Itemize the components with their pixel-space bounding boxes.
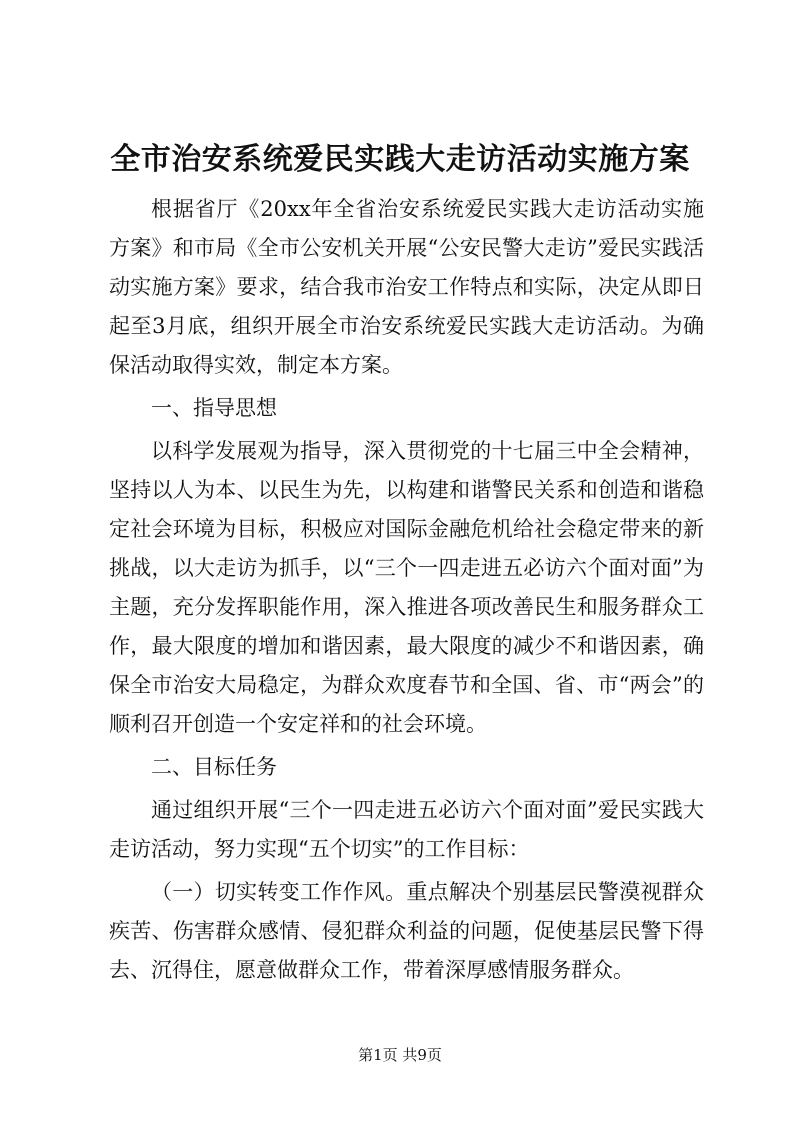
document-title: 全市治安系统爱民实践大走访活动实施方案 [110,142,690,177]
section-heading-guiding-ideology: 一、指导思想 [151,396,277,420]
objective-item-1: （一）切实转变工作作风。重点解决个别基层民警漠视群众疾苦、伤害群众感情、侵犯群众利益的问题，促使基层民警下得去、沉得住，愿意做群众工作，带着深厚感情服务群众。 [109,880,704,982]
document-body [109,190,704,994]
section-heading-objectives: 二、目标任务 [151,755,277,779]
objectives-paragraph: 通过组织开展“三个一四走进五必访六个面对面”爱民实践大走访活动，努力实现“五个切实”的工作目标： [109,798,704,861]
intro-paragraph: 根据省厅《20xx年全省治安系统爱民实践大走访活动实施方案》和市局《全市公安机关开展“公安民警大走访”爱民实践活动实施方案》要求，结合我市治安工作特点和实际，决定从即日起至3月底，组织开展全市治安系统爱民实践大走访活动。为确保活动取得实效，制定本方案。 [109,197,704,377]
page-number-footer: 第1页 共9页 [358,1046,442,1064]
guiding-ideology-paragraph: 以科学发展观为指导，深入贯彻党的十七届三中全会精神，坚持以人为本、以民生为先，以构建和谐警民关系和创造和谐稳定社会环境为目标，积极应对国际金融危机给社会稳定带来的新挑战，以大走访为抓手，以“三个一四走进五必访六个面对面”为主题，充分发挥职能作用，深入推进各项改善民生和服务群众工作，最大限度的增加和谐因素，最大限度的减少不和谐因素，确保全市治安大局稳定，为群众欢度春节和全国、省、市“两会”的顺利召开创造一个安定祥和的社会环境。 [109,439,704,736]
